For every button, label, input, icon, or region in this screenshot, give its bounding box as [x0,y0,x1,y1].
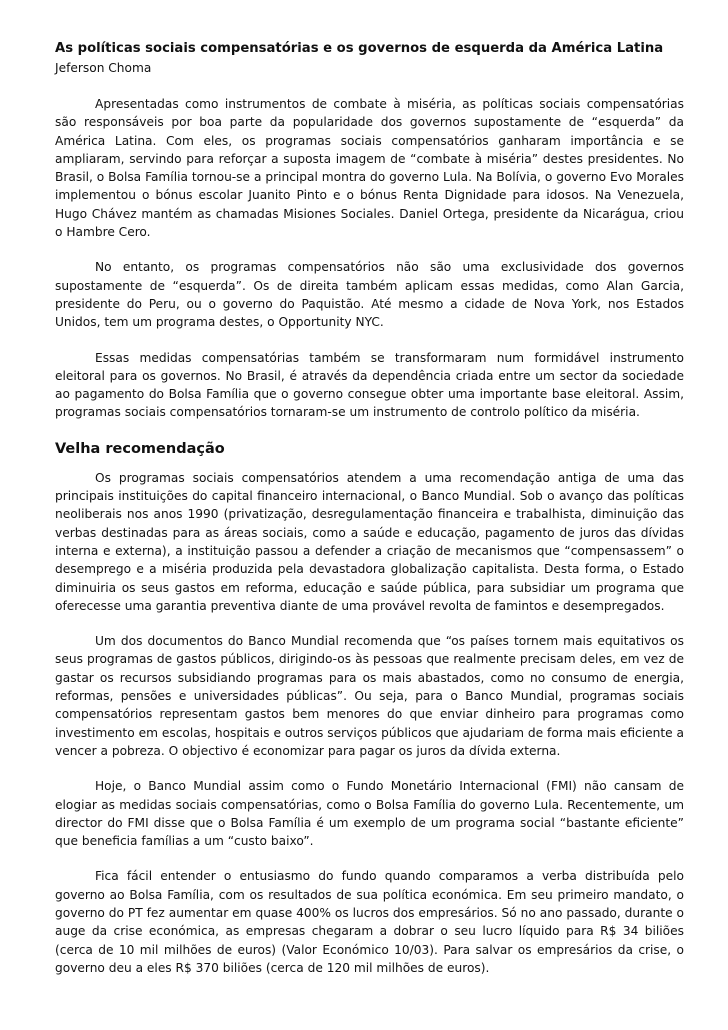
paragraph: Um dos documentos do Banco Mundial recomenda que “os países tornem mais equitativos os seus programas de gastos públicos, dirigindo-os às pessoas que realmente precisam deles, em vez de gastar os recursos subsidiando programas para os mais abastados, como no consumo de energia, reformas, pensões e universidades públicas”. Ou seja, para o Banco Mundial, programas sociais compensatórios representam gastos bem menores do que enviar dinheiro para programas como investimento em escolas, hospitais e outros serviços públicos que ajudariam de forma mais eficiente a vencer a pobreza. O objectivo é economizar para pagar os juros da dívida externa. [55,634,684,758]
paragraph: No entanto, os programas compensatórios não são uma exclusividade dos governos supostamente de “esquerda”. Os de direita também aplicam essas medidas, como Alan Garcia, presidente do Peru, ou o governo do Paquistão. Até mesmo a cidade de Nova York, nos Estados Unidos, tem um programa destes, o Opportunity NYC. [55,260,684,330]
document-title: As políticas sociais compensatórias e os governos de esquerda da América Latina [55,41,664,56]
paragraph: Os programas sociais compensatórios atendem a uma recomendação antiga de uma das principais instituições do capital financeiro internacional, o Banco Mundial. Sob o avanço das políticas neoliberais nos anos 1990 (privatização, desregulamentação financeira e trabalhista, diminuição das verbas destinadas para as áreas sociais, como a saúde e educação, pagamento de juros das dívidas interna e externa), a instituição passou a defender a criação de mecanismos que “compensassem” o desemprego e a miséria produzida pela devastadora globalização capitalista. Desta forma, o Estado diminuiria os seus gastos em reforma, educação e saúde pública, para subsidiar um programa que oferecesse uma garantia preventiva diante de uma provável revolta de famintos e desempregados. [55,470,684,613]
section-heading: Velha recomendação [55,440,225,457]
paragraph: Essas medidas compensatórias também se transformaram num formidável instrumento eleitoral para os governos. No Brasil, é através da dependência criada entre um sector da sociedade ao pagamento do Bolsa Família que o governo consegue obter uma importante base eleitoral. Assim, programas sociais compensatórios tornaram-se um instrumento de controlo político da miséria. [55,350,684,420]
paragraph: Hoje, o Banco Mundial assim como o Fundo Monetário Internacional (FMI) não cansam de elogiar as medidas sociais compensatórias, como o Bolsa Família do governo Lula. Recentemente, um director do FMI disse que o Bolsa Família é um exemplo de um programa social “bastante eficiente” que beneficia famílias a um “custo baixo”. [55,779,684,849]
paragraph: Apresentadas como instrumentos de combate à miséria, as políticas sociais compensatórias são responsáveis por boa parte da popularidade dos governos supostamente de “esquerda” da América Latina. Com eles, os programas sociais compensatórios ganharam importância e se ampliaram, servindo para reforçar a suposta imagem de “combate à miséria” destes presidentes. No Brasil, o Bolsa Família tornou-se a principal montra do governo Lula. Na Bolívia, o governo Evo Morales implementou o bónus escolar Juanito Pinto e o bónus Renta Dignidade para idosos. Na Venezuela, Hugo Chávez mantém as chamadas Misiones Sociales. Daniel Ortega, presidente da Nicarágua, criou o Hambre Cero. [55,97,684,240]
document-author: Jeferson Choma [55,61,152,75]
paragraph: Fica fácil entender o entusiasmo do fundo quando comparamos a verba distribuída pelo governo ao Bolsa Família, com os resultados de sua política económica. Em seu primeiro mandato, o governo do PT fez aumentar em quase 400% os lucros dos empresários. Só no ano passado, durante o auge da crise económica, as empresas chegaram a dobrar o seu lucro líquido para R$ 34 biliões (cerca de 10 mil milhões de euros) (Valor Económico 10/03). Para salvar os empresários da crise, o governo deu a eles R$ 370 biliões (cerca de 120 mil milhões de euros). [55,869,684,975]
document-content [55,40,684,994]
